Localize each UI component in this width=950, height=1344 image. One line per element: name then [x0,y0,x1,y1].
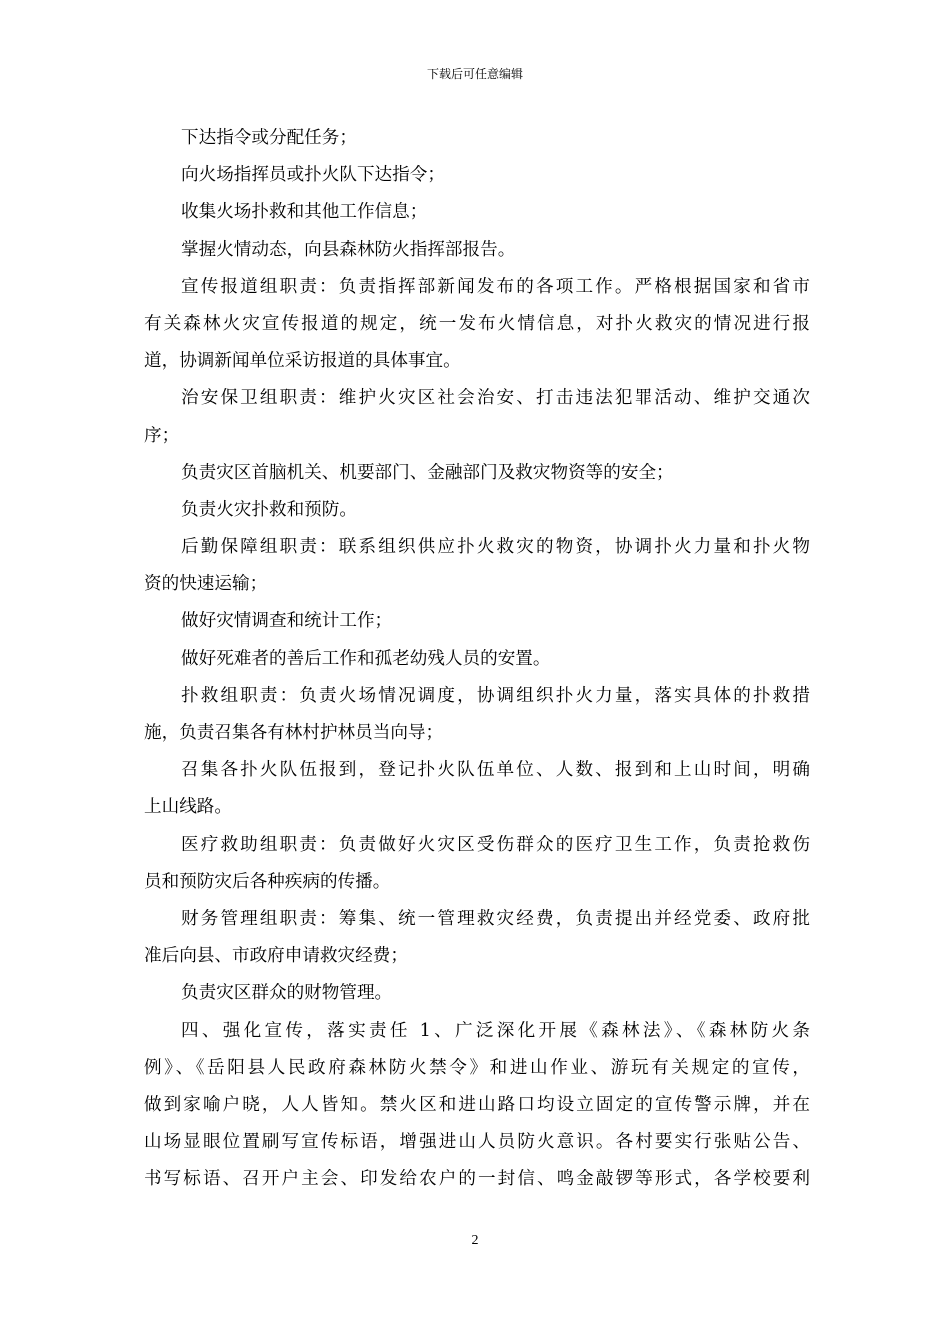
header-note: 下载后可任意编辑 [426,67,523,81]
text-line: 扑救组职责：负责火场情况调度，协调组织扑火力量，落实具体的扑救措 [181,685,810,706]
text-line: 后勤保障组职责：联系组织供应扑火救灾的物资，协调扑火力量和扑火物 [181,537,810,558]
text-line: 四、强化宣传，落实责任 1、广泛深化开展《森林法》、《森林防火条 [181,1020,810,1041]
text-line: 例》、《岳阳县人民政府森林防火禁令》和进山作业、游玩有关规定的宣传， [144,1057,810,1078]
page-number: 2 [471,1233,479,1248]
text-line: 收集火场扑救和其他工作信息； [181,202,428,223]
text-line: 下达指令或分配任务； [181,128,357,148]
text-line: 施，负责召集各有林村护林员当向导； [144,723,444,743]
text-line: 负责灾区首脑机关、机要部门、金融部门及救灾物资等的安全； [181,462,674,483]
text-line: 宣传报道组职责：负责指挥部新闻发布的各项工作。严格根据国家和省市 [181,276,810,297]
text-line: 治安保卫组职责：维护火灾区社会治安、打击违法犯罪活动、维护交通次 [181,388,810,409]
text-line: 召集各扑火队伍报到，登记扑火队伍单位、人数、报到和上山时间，明确 [181,760,810,781]
text-line: 财务管理组职责：筹集、统一管理救灾经费，负责提出并经党委、政府批 [181,908,810,929]
text-line: 做到家喻户晓，人人皆知。禁火区和进山路口均设立固定的宣传警示牌，并在 [144,1094,810,1115]
text-line: 有关森林火灾宣传报道的规定，统一发布火情信息，对扑火救灾的情况进行报 [144,313,810,334]
text-line: 负责火灾扑救和预防。 [181,499,357,520]
text-line: 医疗救助组职责：负责做好火灾区受伤群众的医疗卫生工作，负责抢救伤 [181,834,810,855]
text-line: 上山线路。 [144,797,232,818]
text-line: 做好死难者的善后工作和孤老幼残人员的安置。 [181,648,551,669]
text-line: 准后向县、市政府申请救灾经费； [144,946,408,967]
text-line: 掌握火情动态，向县森林防火指挥部报告。 [181,239,516,260]
text-line: 山场显眼位置刷写宣传标语，增强进山人员防火意识。各村要实行张贴公告、 [144,1132,810,1153]
text-line: 书写标语、召开户主会、印发给农户的一封信、鸣金敲锣等形式，各学校要利 [144,1169,810,1190]
document-body [144,120,810,1198]
text-line: 向火场指挥员或扑火队下达指令； [181,165,445,186]
text-line: 负责灾区群众的财物管理。 [181,983,393,1004]
text-line: 员和预防灾后各种疾病的传播。 [144,871,391,892]
text-line: 资的快速运输； [144,574,268,595]
text-line: 序； [144,425,180,446]
text-line: 道，协调新闻单位采访报道的具体事宜。 [144,351,461,372]
text-line: 做好灾情调查和统计工作； [181,611,393,632]
